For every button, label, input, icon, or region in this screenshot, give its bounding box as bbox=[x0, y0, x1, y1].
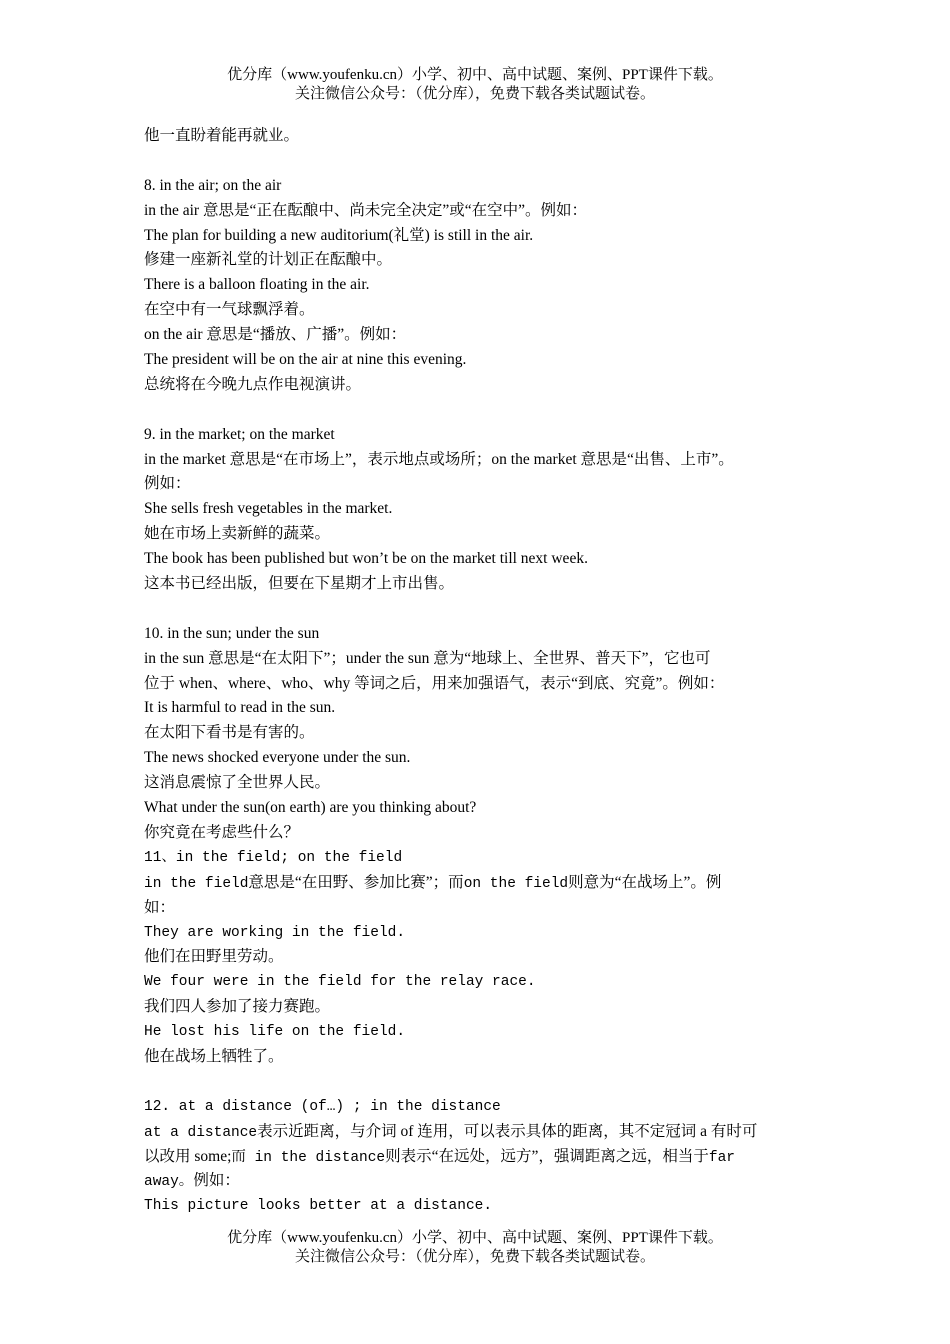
section-8-example-1-zh: 修建一座新礼堂的计划正在酝酿中。 bbox=[144, 251, 393, 269]
section-8-title: 8. in the air; on the air bbox=[144, 176, 282, 194]
page-header bbox=[0, 66, 950, 104]
section-12-definition-1 bbox=[144, 1120, 824, 1145]
section-9-definition-2: 例如： bbox=[144, 475, 191, 493]
page-footer bbox=[0, 1229, 950, 1267]
term-far: far bbox=[708, 1149, 736, 1166]
footer-line-1: 优分库（www.youfenku.cn）小学、初中、高中试题、案例、PPT课件下载。 bbox=[227, 1230, 723, 1246]
section-10-definition-2: 位于 when、where、who、why 等词之后，用来加强语气，表示“到底、究竟”。例如： bbox=[144, 674, 725, 692]
section-8-example-2-zh: 在空中有一气球飘浮着。 bbox=[144, 301, 315, 319]
section-11-example-3-en: He lost his life on the field. bbox=[144, 1024, 406, 1041]
section-11-example-2-en: We four were in the field for the relay race. bbox=[144, 974, 536, 991]
section-8-definition-2: on the air 意思是“播放、广播”。例如： bbox=[144, 326, 407, 344]
section-10-example-3-en: What under the sun(on earth) are you thinking about? bbox=[144, 799, 477, 817]
section-9-title: 9. in the market; on the market bbox=[144, 425, 335, 443]
footer-line-2: 关注微信公众号：（优分库），免费下载各类试题试卷。 bbox=[294, 1249, 655, 1265]
section-10-definition-1: in the sun 意思是“在太阳下”；under the sun 意为“地球上、全世界、普天下”，它也可 bbox=[144, 649, 711, 667]
blank-line bbox=[144, 398, 824, 423]
definition-text: 以改用 some; bbox=[144, 1147, 232, 1165]
section-10-example-1-en: It is harmful to read in the sun. bbox=[144, 699, 336, 717]
section-10-title: 10. in the sun; under the sun bbox=[144, 624, 320, 642]
section-11-example-1-en: They are working in the field. bbox=[144, 924, 406, 941]
section-8-example-3-en: The president will be on the air at nine this evening. bbox=[144, 351, 467, 369]
definition-text: 则意为“在战场上”。例 bbox=[568, 873, 722, 891]
blank-line bbox=[144, 149, 824, 174]
term-at-a-distance: at a distance bbox=[144, 1124, 258, 1141]
blank-line bbox=[144, 597, 824, 622]
term-on-the-field: on the field bbox=[463, 875, 569, 892]
term-in-the-field: in the field bbox=[144, 875, 249, 892]
section-11-example-2-zh: 我们四人参加了接力赛跑。 bbox=[144, 998, 331, 1016]
section-10-example-3-zh: 你究竟在考虑些什么？ bbox=[144, 823, 300, 841]
section-9-example-1-zh: 她在市场上卖新鲜的蔬菜。 bbox=[144, 525, 331, 543]
section-11-example-3-zh: 他在战场上牺牲了。 bbox=[144, 1047, 284, 1065]
definition-text: 表示近距离，与介词 of 连用，可以表示具体的距离，其不定冠词 a 有时可 bbox=[257, 1122, 758, 1140]
section-9-definition-1: in the market 意思是“在市场上”，表示地点或场所；on the market 意思是“出售、上市”。 bbox=[144, 450, 734, 468]
definition-text: 例如： bbox=[193, 1172, 240, 1190]
definition-text: 意思是“在田野、参加比赛”；而 bbox=[248, 873, 464, 891]
section-9-example-2-zh: 这本书已经出版，但要在下星期才上市出售。 bbox=[144, 575, 455, 593]
section-11-definition-1 bbox=[144, 871, 824, 896]
section-12-title: 12. at a distance (of…) ; in the distance bbox=[144, 1098, 501, 1115]
section-8-example-3-zh: 总统将在今晚九点作电视演讲。 bbox=[144, 375, 362, 393]
section-12-example-1-en: This picture looks better at a distance. bbox=[144, 1198, 493, 1215]
section-8-definition-1: in the air 意思是“正在酝酿中、尚未完全决定”或“在空中”。例如： bbox=[144, 201, 587, 219]
section-8-example-2-en: There is a balloon floating in the air. bbox=[144, 276, 370, 294]
text-line: 他一直盼着能再就业。 bbox=[144, 127, 300, 144]
section-11-example-1-zh: 他们在田野里劳动。 bbox=[144, 948, 284, 966]
section-11-title: 11、in the field; on the field bbox=[144, 849, 403, 866]
definition-text: 则表示“在远处，远方”，强调距离之远，相当于 bbox=[385, 1147, 709, 1165]
term-in-the-distance: 而 in the distance bbox=[231, 1149, 386, 1166]
section-10-example-1-zh: 在太阳下看书是有害的。 bbox=[144, 724, 315, 742]
section-10-example-2-zh: 这消息震惊了全世界人民。 bbox=[144, 774, 331, 792]
blank-line bbox=[144, 1070, 824, 1095]
section-9-example-1-en: She sells fresh vegetables in the market. bbox=[144, 500, 393, 518]
header-line-2: 关注微信公众号：（优分库），免费下载各类试题试卷。 bbox=[294, 86, 655, 102]
section-10-example-2-en: The news shocked everyone under the sun. bbox=[144, 749, 411, 767]
section-9-example-2-en: The book has been published but won’t be on the market till next week. bbox=[144, 550, 588, 568]
document-body bbox=[144, 124, 824, 1219]
header-line-1: 优分库（www.youfenku.cn）小学、初中、高中试题、案例、PPT课件下载。 bbox=[227, 67, 723, 83]
section-12-definition-2 bbox=[144, 1145, 824, 1170]
section-11-definition-2: 如： bbox=[144, 898, 176, 916]
section-12-definition-3 bbox=[144, 1169, 824, 1194]
term-away: away。 bbox=[144, 1174, 194, 1191]
section-8-example-1-en: The plan for building a new auditorium(礼堂) is still in the air. bbox=[144, 226, 534, 244]
